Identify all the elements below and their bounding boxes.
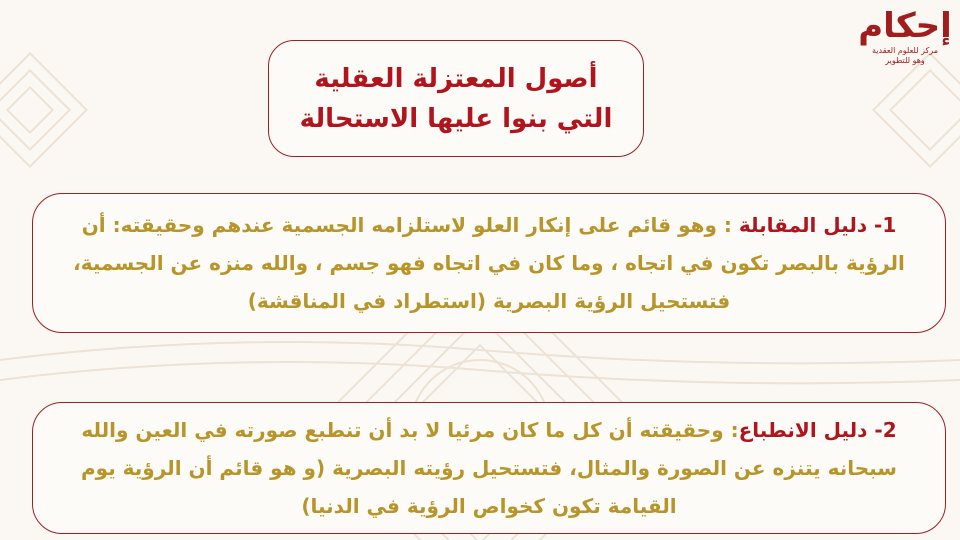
logo (860, 6, 950, 80)
point-1-heading: 1- دليل المقابلة (738, 213, 897, 237)
title-line-2: التي بنوا عليها الاستحالة (299, 103, 613, 134)
point-2-box (32, 402, 946, 534)
point-1-box (32, 193, 946, 333)
title-line-1: أصول المعتزلة العقلية (314, 63, 598, 94)
point-2-text (57, 411, 921, 525)
title-box (268, 40, 644, 157)
point-2-body: : وحقيقته أن كل ما كان مرئيا لا بد أن تنطبع صورته في العين والله سبحانه يتنزه عن الصورة والمثال، فتستحيل رؤيته البصرية (و هو قائم أن الرؤية يوم القيامة تكون كخواص الرؤية في الدنيا) (81, 418, 897, 518)
point-1-text (57, 206, 921, 320)
logo-mark: إحكام (858, 6, 952, 46)
point-2-heading: 2- دليل الانطباع (738, 418, 897, 442)
point-1-body: : وهو قائم على إنكار العلو لاستلزامه الجسمية عندهم وحقيقته: أن الرؤية بالبصر تكون في اتجاه ، وما كان في اتجاه فهو جسم ، والله منزه عن الجسمية، فتستحيل الرؤية البصرية (استطراد في المناقشة) (73, 213, 905, 313)
logo-subtitle: مركز للعلوم العقدية (872, 46, 938, 55)
logo-subtitle-2: وهو للتطوير (885, 56, 925, 65)
